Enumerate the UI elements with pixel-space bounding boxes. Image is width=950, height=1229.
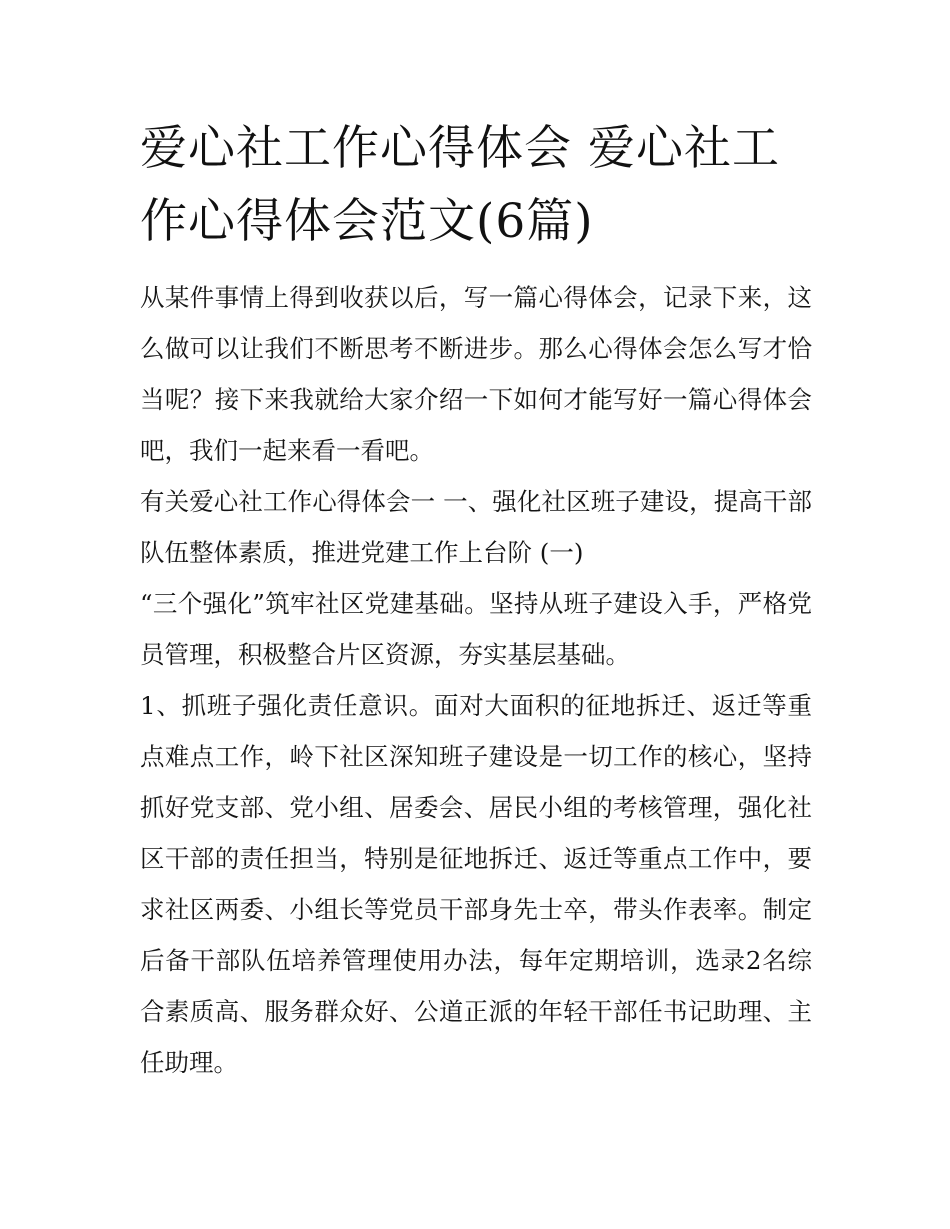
document-body bbox=[140, 272, 812, 1088]
three-strengthen-paragraph: “三个强化”筑牢社区党建基础。坚持从班子建设入手，严格党员管理，积极整合片区资源，夯实基层基础。 bbox=[140, 589, 812, 669]
intro-paragraph: 从某件事情上得到收获以后，写一篇心得体会，记录下来，这么做可以让我们不断思考不断进步。那么心得体会怎么写才恰当呢？接下来我就给大家介绍一下如何才能写好一篇心得体会吧，我们一起来看一看吧。 bbox=[140, 283, 812, 465]
document-title: 爱心社工作心得体会 爱心社工作心得体会范文(6篇) bbox=[140, 121, 780, 249]
item-1-paragraph: 1、抓班子强化责任意识。面对大面积的征地拆迁、返迁等重点难点工作，岭下社区深知班子建设是一切工作的核心，坚持抓好党支部、党小组、居委会、居民小组的考核管理，强化社区干部的责任担当，特别是征地拆迁、返迁等重点工作中，要求社区两委、小组长等党员干部身先士卒，带头作表率。制定后备干部队伍培养管理使用办法，每年定期培训，选录2名综合素质高、服务群众好、公道正派的年轻干部任书记助理、主任助理。 bbox=[140, 691, 812, 1077]
section-heading-paragraph: 有关爱心社工作心得体会一 一、强化社区班子建设，提高干部队伍整体素质，推进党建工作上台阶 (一) bbox=[140, 487, 812, 567]
